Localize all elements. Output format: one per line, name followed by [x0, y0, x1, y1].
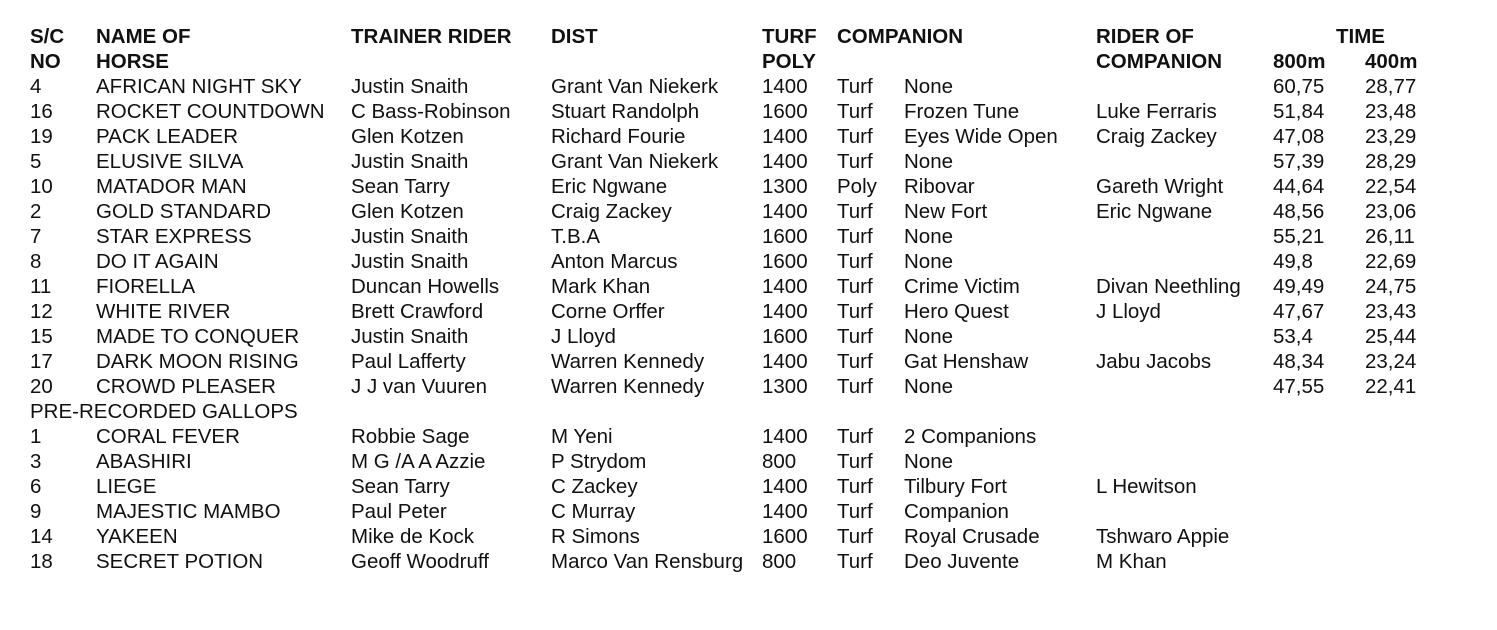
companion-rider: Divan Neethling: [1096, 275, 1241, 298]
horse-name: FIORELLA: [96, 275, 196, 298]
horse-name: MADE TO CONQUER: [96, 325, 300, 348]
table-row: [30, 99, 1470, 124]
horse-name: PACK LEADER: [96, 125, 239, 148]
horse-name: LIEGE: [96, 475, 157, 498]
distance: 1400: [762, 125, 808, 148]
distance: 1600: [762, 100, 808, 123]
trainer: Justin Snaith: [351, 150, 469, 173]
sc: 15: [30, 325, 53, 348]
companion: Hero Quest: [904, 300, 1009, 323]
trainer: Paul Peter: [351, 500, 447, 523]
header-row-1: [30, 24, 1470, 49]
horse-name: SECRET POTION: [96, 550, 264, 573]
trainer: Justin Snaith: [351, 225, 469, 248]
header-row-2: [30, 49, 1470, 74]
rider: R Simons: [551, 525, 640, 548]
distance: 800: [762, 450, 797, 473]
time-800m: 47,55: [1273, 375, 1325, 398]
surface: Turf: [837, 225, 873, 248]
surface: Turf: [837, 500, 873, 523]
time-800m: 55,21: [1273, 225, 1325, 248]
sc: 17: [30, 350, 53, 373]
surface: Turf: [837, 450, 873, 473]
companion: None: [904, 225, 954, 248]
table-row: [30, 474, 1470, 499]
companion: Ribovar: [904, 175, 975, 198]
distance: 1300: [762, 175, 808, 198]
horse-name: AFRICAN NIGHT SKY: [96, 75, 302, 98]
surface: Turf: [837, 150, 873, 173]
header-poly: POLY: [762, 50, 816, 73]
companion-rider: J Lloyd: [1096, 300, 1161, 323]
sc: 12: [30, 300, 53, 323]
table-row: [30, 524, 1470, 549]
table-row: [30, 324, 1470, 349]
surface: Turf: [837, 100, 873, 123]
distance: 1400: [762, 200, 808, 223]
header-400m: 400m: [1365, 50, 1418, 73]
sc: 6: [30, 475, 42, 498]
surface: Turf: [837, 75, 873, 98]
trainer: Duncan Howells: [351, 275, 500, 298]
rider: Warren Kennedy: [551, 375, 705, 398]
distance: 1400: [762, 500, 808, 523]
table-row: [30, 149, 1470, 174]
distance: 1300: [762, 375, 808, 398]
companion-rider: Jabu Jacobs: [1096, 350, 1212, 373]
header-trainer-rider: TRAINER RIDER: [351, 25, 512, 48]
table-row: [30, 374, 1470, 399]
surface: Turf: [837, 200, 873, 223]
surface: Turf: [837, 550, 873, 573]
trainer: Glen Kotzen: [351, 125, 464, 148]
time-400m: 23,29: [1365, 125, 1417, 148]
horse-name: ROCKET COUNTDOWN: [96, 100, 325, 123]
time-400m: 23,43: [1365, 300, 1417, 323]
rider: J Lloyd: [551, 325, 616, 348]
rider: Richard Fourie: [551, 125, 686, 148]
sc: 14: [30, 525, 53, 548]
trainer: Robbie Sage: [351, 425, 470, 448]
sc: 20: [30, 375, 53, 398]
sc: 18: [30, 550, 53, 573]
distance: 1600: [762, 325, 808, 348]
companion: None: [904, 450, 954, 473]
trainer: Brett Crawford: [351, 300, 484, 323]
companion: None: [904, 75, 954, 98]
time-400m: 22,54: [1365, 175, 1417, 198]
time-800m: 49,8: [1273, 250, 1313, 273]
horse-name: STAR EXPRESS: [96, 225, 252, 248]
distance: 1400: [762, 350, 808, 373]
header-name: NAME OF: [96, 25, 191, 48]
trainer: Sean Tarry: [351, 175, 450, 198]
trainer: M G /A A Azzie: [351, 450, 486, 473]
companion: Eyes Wide Open: [904, 125, 1058, 148]
header-companion: COMPANION: [837, 25, 964, 48]
distance: 1400: [762, 425, 808, 448]
horse-name: DARK MOON RISING: [96, 350, 299, 373]
table-row: [30, 424, 1470, 449]
surface: Turf: [837, 425, 873, 448]
time-800m: 51,84: [1273, 100, 1325, 123]
time-800m: 48,56: [1273, 200, 1325, 223]
rider: Anton Marcus: [551, 250, 678, 273]
table-row: [30, 299, 1470, 324]
companion: Frozen Tune: [904, 100, 1020, 123]
section-label: [30, 399, 1470, 424]
time-400m: 28,77: [1365, 75, 1417, 98]
sc: 9: [30, 500, 42, 523]
distance: 1400: [762, 475, 808, 498]
rider: Corne Orffer: [551, 300, 665, 323]
time-800m: 49,49: [1273, 275, 1325, 298]
rider: Marco Van Rensburg: [551, 550, 744, 573]
companion-rider: Gareth Wright: [1096, 175, 1224, 198]
sc: 5: [30, 150, 42, 173]
companion: Companion: [904, 500, 1009, 523]
horse-name: CORAL FEVER: [96, 425, 240, 448]
surface: Turf: [837, 275, 873, 298]
companion: 2 Companions: [904, 425, 1037, 448]
horse-name: MAJESTIC MAMBO: [96, 500, 281, 523]
surface: Turf: [837, 250, 873, 273]
time-800m: 53,4: [1273, 325, 1313, 348]
distance: 1400: [762, 150, 808, 173]
companion: Crime Victim: [904, 275, 1020, 298]
header-no: NO: [30, 50, 61, 73]
trainer: C Bass-Robinson: [351, 100, 511, 123]
time-400m: 22,69: [1365, 250, 1417, 273]
sc: 8: [30, 250, 42, 273]
companion-rider: M Khan: [1096, 550, 1167, 573]
sc: 4: [30, 75, 42, 98]
companion: Tilbury Fort: [904, 475, 1007, 498]
rider: C Zackey: [551, 475, 638, 498]
distance: 1600: [762, 225, 808, 248]
header-dist: DIST: [551, 25, 598, 48]
surface: Turf: [837, 350, 873, 373]
sc: 7: [30, 225, 42, 248]
sc: 11: [30, 275, 52, 298]
trainer: Justin Snaith: [351, 75, 469, 98]
companion-rider: Craig Zackey: [1096, 125, 1217, 148]
header-turf: TURF: [762, 25, 817, 48]
rider: Craig Zackey: [551, 200, 672, 223]
companion: None: [904, 150, 954, 173]
companion: None: [904, 375, 954, 398]
time-800m: 48,34: [1273, 350, 1325, 373]
surface: Turf: [837, 375, 873, 398]
time-800m: 57,39: [1273, 150, 1325, 173]
distance: 1400: [762, 75, 808, 98]
horse-name: CROWD PLEASER: [96, 375, 276, 398]
horse-name: DO IT AGAIN: [96, 250, 219, 273]
sc: 3: [30, 450, 42, 473]
companion-rider: Tshwaro Appie: [1096, 525, 1230, 548]
time-400m: 23,24: [1365, 350, 1417, 373]
horse-name: ELUSIVE SILVA: [96, 150, 244, 173]
trainer: Justin Snaith: [351, 250, 469, 273]
table-row: [30, 349, 1470, 374]
companion: None: [904, 250, 954, 273]
sc: 16: [30, 100, 53, 123]
distance: 1600: [762, 250, 808, 273]
companion-rider: Luke Ferraris: [1096, 100, 1217, 123]
trainer: Geoff Woodruff: [351, 550, 489, 573]
companion: New Fort: [904, 200, 988, 223]
time-400m: 25,44: [1365, 325, 1417, 348]
companion-rider: L Hewitson: [1096, 475, 1197, 498]
horse-name: YAKEEN: [96, 525, 178, 548]
header-companion-2: COMPANION: [1096, 50, 1223, 73]
distance: 1400: [762, 275, 808, 298]
surface: Turf: [837, 325, 873, 348]
horse-name: WHITE RIVER: [96, 300, 231, 323]
time-800m: 44,64: [1273, 175, 1325, 198]
time-800m: 60,75: [1273, 75, 1325, 98]
surface: Turf: [837, 475, 873, 498]
time-800m: 47,08: [1273, 125, 1325, 148]
trainer: J J van Vuuren: [351, 375, 487, 398]
rider: Eric Ngwane: [551, 175, 668, 198]
distance: 1600: [762, 525, 808, 548]
time-400m: 28,29: [1365, 150, 1417, 173]
time-400m: 22,41: [1365, 375, 1417, 398]
distance: 800: [762, 550, 797, 573]
trainer: Sean Tarry: [351, 475, 450, 498]
sc: 1: [30, 425, 42, 448]
sc: 19: [30, 125, 53, 148]
surface: Turf: [837, 525, 873, 548]
sc: 10: [30, 175, 53, 198]
table-row: [30, 224, 1470, 249]
table-row: [30, 249, 1470, 274]
table-row: [30, 74, 1470, 99]
rider: M Yeni: [551, 425, 613, 448]
trainer: Paul Lafferty: [351, 350, 466, 373]
rider: T.B.A: [551, 225, 600, 248]
companion-rider: Eric Ngwane: [1096, 200, 1213, 223]
table-row: [30, 499, 1470, 524]
surface: Turf: [837, 125, 873, 148]
horse-name: ABASHIRI: [96, 450, 192, 473]
time-400m: 26,11: [1365, 225, 1415, 248]
time-400m: 23,48: [1365, 100, 1417, 123]
table-row: [30, 549, 1470, 574]
rider: Warren Kennedy: [551, 350, 705, 373]
table-row: [30, 274, 1470, 299]
table-row: [30, 124, 1470, 149]
header-rider-of: RIDER OF: [1096, 25, 1194, 48]
rider: Mark Khan: [551, 275, 651, 298]
surface: Turf: [837, 300, 873, 323]
trainer: Glen Kotzen: [351, 200, 464, 223]
table-row: [30, 449, 1470, 474]
horse-name: GOLD STANDARD: [96, 200, 272, 223]
rider: Stuart Randolph: [551, 100, 700, 123]
header-time: TIME: [1336, 25, 1385, 48]
sc: 2: [30, 200, 42, 223]
rider: Grant Van Niekerk: [551, 75, 719, 98]
horse-name: MATADOR MAN: [96, 175, 247, 198]
header-sc: S/C: [30, 25, 65, 48]
pre-recorded-label: PRE-RECORDED GALLOPS: [30, 400, 298, 423]
table-row: [30, 199, 1470, 224]
time-800m: 47,67: [1273, 300, 1325, 323]
time-400m: 24,75: [1365, 275, 1417, 298]
distance: 1400: [762, 300, 808, 323]
companion: None: [904, 325, 954, 348]
trainer: Mike de Kock: [351, 525, 475, 548]
header-horse: HORSE: [96, 50, 169, 73]
surface: Poly: [837, 175, 877, 198]
companion: Deo Juvente: [904, 550, 1020, 573]
rider: P Strydom: [551, 450, 647, 473]
table-row: [30, 174, 1470, 199]
time-400m: 23,06: [1365, 200, 1417, 223]
companion: Royal Crusade: [904, 525, 1040, 548]
header-800m: 800m: [1273, 50, 1326, 73]
rider: Grant Van Niekerk: [551, 150, 719, 173]
trainer: Justin Snaith: [351, 325, 469, 348]
rider: C Murray: [551, 500, 636, 523]
companion: Gat Henshaw: [904, 350, 1029, 373]
